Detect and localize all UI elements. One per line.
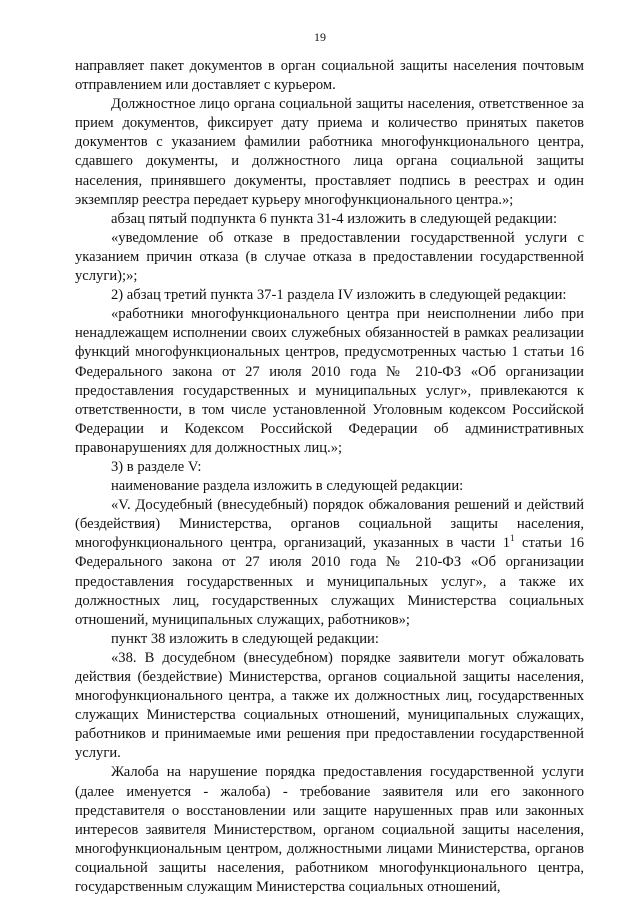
section-v-text-end: статьи 16 Федерального закона от 27 июля 2010 года № 210-ФЗ «Об организации предоставления государственных и муниципальных услуг», а также их должностных лиц, государственных служащих Министерства социальных отношений, муниципальных служащих, работников»;: [75, 535, 584, 628]
paragraph-2: Должностное лицо органа социальной защиты населения, ответственное за прием документов, фиксирует дату приема и количество принятых пакетов документов с указанием фамилии работника многофункционального центра, сдавшего документы, и должностного лица органа социальной защиты населения, принявшего документы, проставляет подпись в реестрах и один экземпляр реестра передает курьеру многофункционального центра.»;: [75, 96, 584, 208]
page-number: 19: [314, 30, 326, 44]
section-v-superscript: 1: [510, 533, 515, 544]
paragraph-section-v-title: [75, 496, 584, 630]
paragraph-10: пункт 38 изложить в следующей редакции:: [111, 630, 379, 647]
paragraph-4: «уведомление об отказе в предоставлении государственной услуги с указанием причин отказа (в случае отказа в предоставлении государственной услуги);»;: [75, 229, 584, 285]
section-v-text-start: «V. Досудебный (внесудебный) порядок обжалования решений и действий (бездействия) Министерства, органов социальной защиты населения, многофункционального центра, организаций, указанных в части 1: [75, 497, 584, 552]
document-body: [75, 57, 584, 897]
paragraph-8: наименование раздела изложить в следующей редакции:: [111, 478, 464, 495]
paragraph-6: «работники многофункционального центра при неисполнении либо при ненадлежащем исполнении своих служебных обязанностей в рамках реализации функций многофункциональных центров, предусмотренных частью 1 статьи 16 Федерального закона от 27 июля 2010 года № 210-ФЗ «Об организации предоставления государственных и муниципальных услуг», привлекаются к ответственности, в том числе установленной Уголовным кодексом Российской Федерации и Кодексом Российской Федерации об административных правонарушениях для должностных лиц.»;: [75, 306, 584, 456]
paragraph-11: «38. В досудебном (внесудебном) порядке заявители могут обжаловать действия (бездействие) Министерства, органов социальной защиты населения, многофункционального центра, а также их должностных лиц, государственных служащих Министерства социальных отношений, муниципальных служащих, работников и принимаемые ими решения при предоставлении государственной услуги.: [75, 649, 584, 762]
paragraph-1: направляет пакет документов в орган социальной защиты населения почтовым отправлением или доставляет с курьером.: [75, 58, 584, 94]
paragraph-5: 2) абзац третий пункта 37-1 раздела IV изложить в следующей редакции:: [111, 287, 567, 304]
paragraph-7: 3) в разделе V:: [111, 458, 202, 475]
paragraph-3: абзац пятый подпункта 6 пункта 31-4 изложить в следующей редакции:: [111, 210, 558, 227]
paragraph-12: Жалоба на нарушение порядка предоставления государственной услуги (далее именуется - жалоба) - требование заявителя или его законного представителя о восстановлении или защите нарушенных прав или законных интересов заявителя Министерством, органом социальной защиты населения, многофункциональным центром, должностными лицами Министерства, органов социальной защиты населения, работником многофункционального центра, государственным служащим Министерства социальных отношений,: [75, 764, 584, 896]
